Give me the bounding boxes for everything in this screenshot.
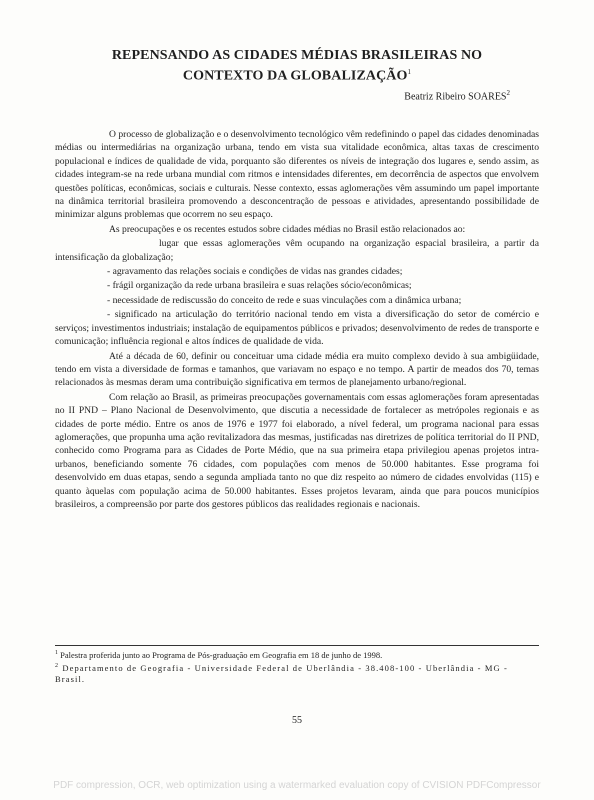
list-item-2: - frágil organização da rede urbana brasileira e suas relações sócio/econômicas; [107,280,412,292]
watermark: PDF compression, OCR, web optimization using a watermarked evaluation copy of CVISION PDFCompressor [53,780,541,791]
footnote-2 [55,661,539,685]
list-intro: lugar que essas aglomerações vêm ocupando na organização espacial brasileira, a partir da intensificação da globalização; [55,238,539,263]
list-item-3: - necessidade de rediscussão do conceito de rede e suas vinculações com a dinâmica urbana; [107,294,462,306]
footnote-1-mark: 1 [55,650,58,656]
page-number: 55 [292,715,302,726]
author-line [404,89,510,102]
paragraph-3: Até a década de 60, definir ou conceituar uma cidade média era muito complexo devido à sua ambigüidade, tendo em vista a diversidade de formas e tamanhos, que variavam no espaço e no tempo. A partir de meados dos 70, temas relacionados às mesmas deram uma contribuição significativa em termos de planejamento urbano/regional. [55,350,539,389]
title-line-2: CONTEXTO DA GLOBALIZAÇÃO [182,68,408,84]
article-body [55,128,539,512]
list-item-1: - agravamento das relações sociais e condições de vidas nas grandes cidades; [107,266,403,278]
author-footnote-mark: 2 [506,89,510,97]
footnote-2-mark: 2 [55,662,60,669]
paragraph-4: Com relação ao Brasil, as primeiras preocupações governamentais com essas aglomerações foram apresentadas no II PND – Plano Nacional de Desenvolvimento, que discutia a necessidade de fortalecer as metrópoles regionais e as cidades de porte médio. Entre os anos de 1976 e 1977 foi elaborado, a nível federal, um programa nacional para essas aglomerações, que propunha uma ação revitalizadora das mesmas, justificadas nas diretrizes de política territorial do II PND, conhecido como Programa para as Cidades de Porte Médio, que na sua primeira etapa privilegiou apenas projetos intra-urbanos, beneficiando somente 76 cidades, com populações com menos de 50.000 habitantes. Esse programa foi desenvolvido em duas etapas, sendo a segunda ampliada tanto no que diz respeito ao número de cidades envolvidas (115) e quanto àquelas com população acima de 50.000 habitantes. Esses projetos levaram, ainda que para poucos municípios brasileiros, a compreensão por parte dos gestores públicos das realidades regionais e nacionais. [55,391,539,510]
title-line-1: REPENSANDO AS CIDADES MÉDIAS BRASILEIRAS NO [111,48,483,63]
footnote-2-text: Departamento de Geografia - Universidade Federal de Uberlândia - 38.408-100 - Uberlândia - MG - Brasil. [55,662,508,684]
footnotes [55,645,539,685]
footnote-1 [55,648,539,661]
article-title [0,47,594,85]
paragraph-2: As preocupações e os recentes estudos sobre cidades médias no Brasil estão relacionados ao: [109,223,466,235]
title-footnote-mark: 1 [407,68,412,76]
list-item-4: - significado na articulação do território nacional tendo em vista a diversificação do setor de comércio e serviços; investimentos industriais; instalação de equipamentos públicos e privados; desenvolvimento de redes de transporte e comunicação; influência regional e altos índices de qualidade de vida. [55,309,539,348]
author-name: Beatriz Ribeiro SOARES [404,91,507,103]
paragraph-1: O processo de globalização e o desenvolvimento tecnológico vêm redefinindo o papel das cidades denominadas médias ou intermediárias na organização urbana, tendo em vista sua vitalidade econômica, altas taxas de crescimento populacional e índices de qualidade de vida, porquanto são diferentes os níveis de integração dos lugares e, sendo assim, as cidades integram-se na rede urbana mundial com ritmos e intensidades diferentes, em decorrência de aspectos que envolvem questões políticas, econômicas, sociais e culturais. Nesse contexto, essas aglomerações vêm assumindo um papel importante na dinâmica territorial brasileira promovendo a desconcentração de pessoas e atividades, apresentando possibilidade de minimizar alguns problemas que ocorrem no seu espaço. [55,129,539,221]
footnote-1-text: Palestra proferida junto ao Programa de Pós-graduação em Geografia em 18 de junho de 1998. [60,649,383,660]
